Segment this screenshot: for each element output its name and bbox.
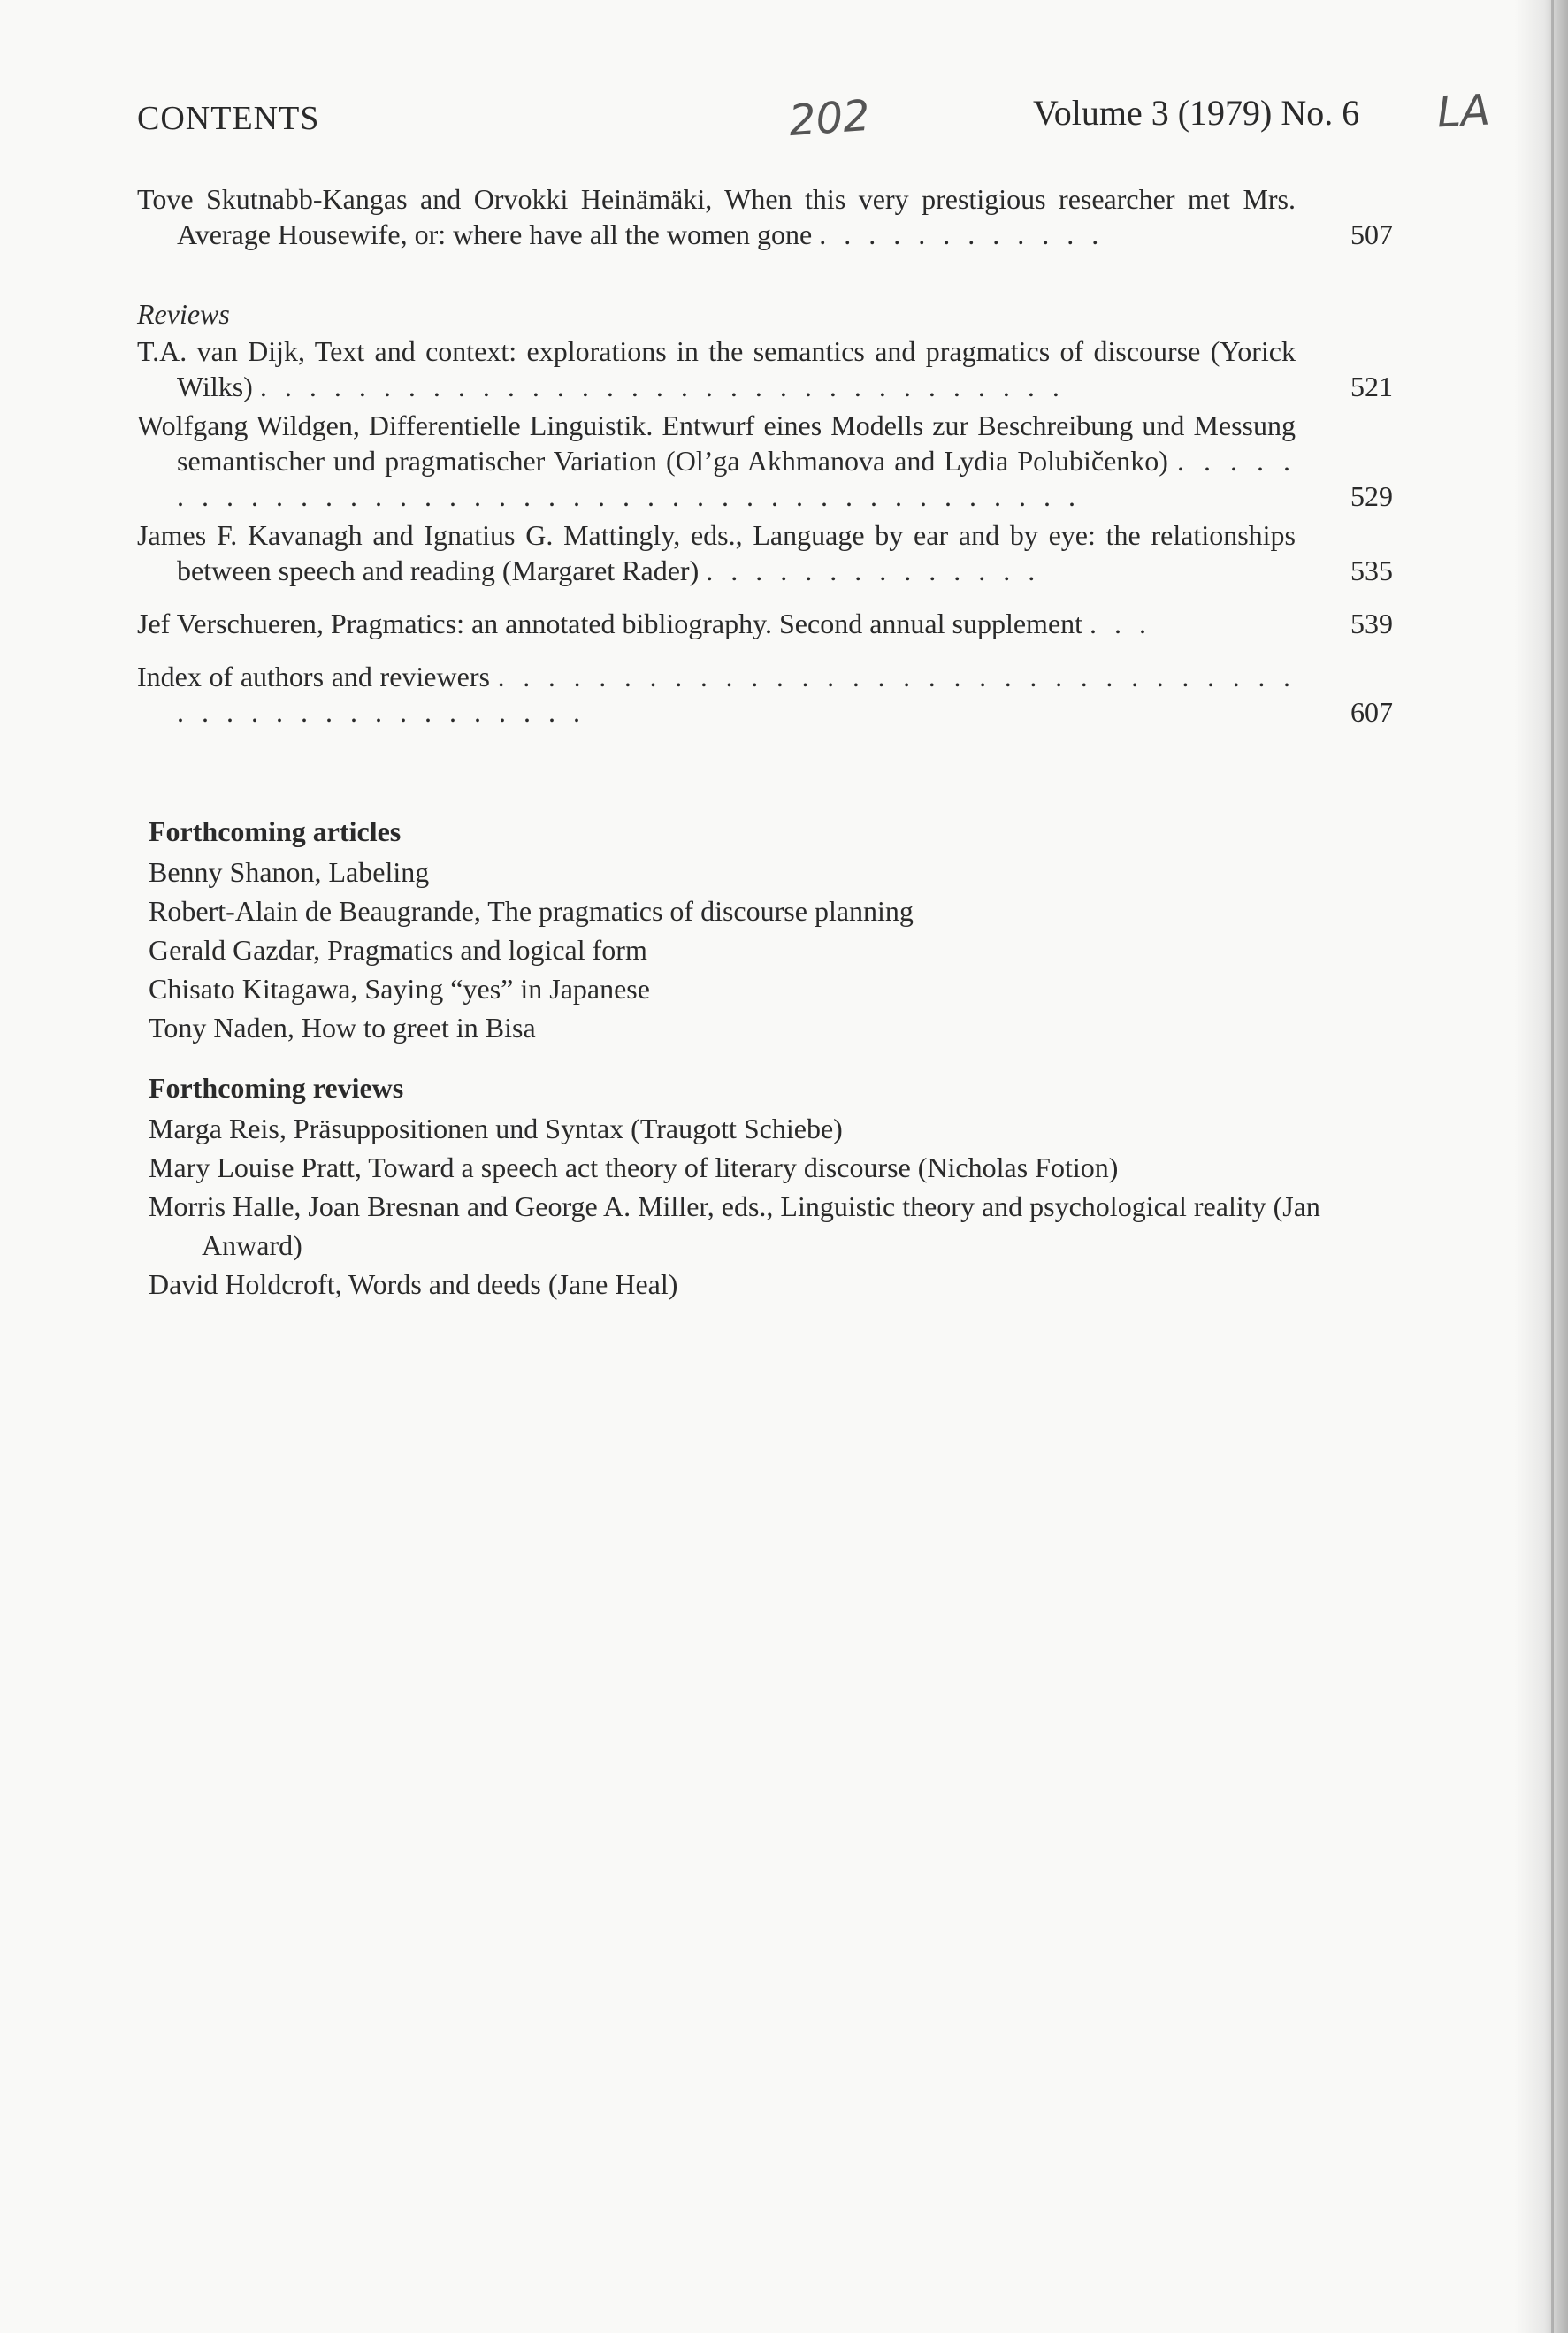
contents-heading: CONTENTS <box>137 100 320 137</box>
handwritten-initials: LA <box>1435 85 1492 138</box>
forthcoming-reviews-heading: Forthcoming reviews <box>149 1072 404 1104</box>
list-item: David Holdcroft, Words and deeds (Jane Heal) <box>149 1268 678 1300</box>
toc-entry-text: T.A. van Dijk, Text and context: explorations in the semantics and pragmatics of discourse (Yorick Wilks) <box>137 335 1296 402</box>
list-item: Morris Halle, Joan Bresnan and George A. Miller, eds., Linguistic theory and psychological reality (Jan Anward) <box>149 1190 1320 1261</box>
leader-dots: . . . . . . . . . . . . . . . . . . . . . . . . . . . . . . . . . <box>259 371 1065 402</box>
list-item: Gerald Gazdar, Pragmatics and logical form <box>149 934 647 966</box>
list-item: Robert-Alain de Beaugrande, The pragmatics of discourse planning <box>149 895 914 927</box>
toc-page-number: 535 <box>1350 555 1393 586</box>
list-item: Tony Naden, How to greet in Bisa <box>149 1012 536 1044</box>
forthcoming-articles-heading: Forthcoming articles <box>149 815 402 847</box>
toc-entry-text: Tove Skutnabb-Kangas and Orvokki Heinämäki, When this very prestigious researcher met Mrs. Average Housewife, or: where have all the women gone <box>137 183 1296 250</box>
toc-entry-text: Wolfgang Wildgen, Differentielle Linguistik. Entwurf eines Modells zur Beschreibung und Messung semantischer und pragmatischer Variation (Ol’ga Akhmanova and Lydia Polubičenko) <box>137 409 1296 477</box>
list-item: Benny Shanon, Labeling <box>149 856 430 888</box>
list-item: Mary Louise Pratt, Toward a speech act theory of literary discourse (Nicholas Fotion) <box>149 1151 1119 1183</box>
handwritten-number: 202 <box>787 90 872 147</box>
toc-entry-review <box>137 408 1393 514</box>
volume-label: Volume 3 (1979) No. 6 <box>1033 93 1360 133</box>
list-item: Marga Reis, Präsuppositionen und Syntax (Traugott Schiebe) <box>149 1113 843 1144</box>
toc-page-number: 507 <box>1350 218 1393 250</box>
toc-page-number: 529 <box>1350 480 1393 512</box>
toc-page-number: 607 <box>1350 696 1393 728</box>
leader-dots: . . . . . . . . . . . . . . <box>706 555 1041 586</box>
toc-entry-text: Jef Verschueren, Pragmatics: an annotated bibliography. Second annual supplement <box>137 608 1083 639</box>
toc-entry-bibliography <box>137 606 1393 641</box>
toc-entry-lead-article <box>137 181 1393 252</box>
reviews-heading: Reviews <box>137 298 230 330</box>
toc-entry-index <box>137 659 1393 730</box>
toc-entry-review <box>137 333 1393 404</box>
toc-entry-text: James F. Kavanagh and Ignatius G. Mattingly, eds., Language by ear and by eye: the relationships between speech and reading (Margaret Rader) <box>137 519 1296 586</box>
leader-dots: . . . <box>1090 608 1152 639</box>
list-item: Chisato Kitagawa, Saying “yes” in Japanese <box>149 973 650 1005</box>
toc-entry-text: Index of authors and reviewers <box>137 661 490 692</box>
toc-page-number: 539 <box>1350 608 1393 639</box>
forthcoming-reviews-section <box>149 1068 1413 1304</box>
toc-page-number: 521 <box>1350 371 1393 402</box>
page-edge-line <box>1551 0 1554 2333</box>
leader-dots: . . . . . . . . . . . . . . . . . . . . . . . . . . . . . . . . . . . . . . . . . . . . . . . . . <box>177 661 1296 728</box>
leader-dots: . . . . . . . . . . . . . . . . . . . . . . . . . . . . . . . . . . . . . . . . . . <box>177 445 1296 512</box>
table-of-contents <box>137 181 1393 733</box>
forthcoming-articles-section <box>149 812 1413 1047</box>
toc-entry-review <box>137 517 1393 588</box>
leader-dots: . . . . . . . . . . . . <box>819 218 1105 250</box>
page-edge-shadow <box>1515 0 1568 2333</box>
